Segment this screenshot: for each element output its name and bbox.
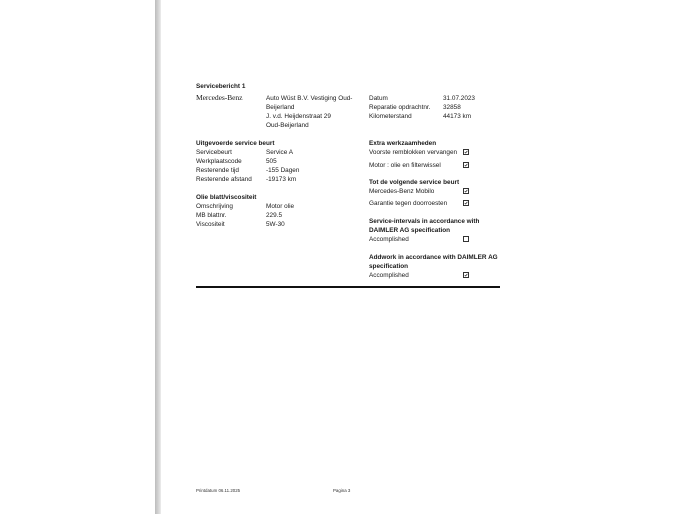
intervals-heading-line-1: Service-intervals in accordance with	[369, 218, 480, 225]
service-label-code: Werkplaatscode	[196, 158, 242, 165]
oil-label-viscosity: Viscositeit	[196, 221, 225, 228]
checkbox[interactable]	[463, 149, 469, 155]
checkmark-icon	[464, 189, 468, 193]
oil-value-description: Motor olie	[266, 203, 295, 210]
oil-label-sheet: MB blattnr.	[196, 212, 227, 219]
meta-label-date: Datum	[369, 95, 388, 102]
addwork-label: Accomplished	[369, 272, 409, 279]
addwork-heading-line-1: Addwork in accordance with DAIMLER AG	[369, 254, 498, 261]
checkbox[interactable]	[463, 272, 469, 278]
footer-page-number: Pagina 3	[333, 488, 351, 493]
footer-print-date: Printdatum 06.11.2025	[196, 488, 241, 493]
checkmark-icon	[464, 163, 468, 167]
checkbox[interactable]	[463, 200, 469, 206]
service-value-type: Service A	[266, 149, 293, 156]
next-service-item-label: Garantie tegen doorroesten	[369, 200, 448, 207]
checkbox[interactable]	[463, 162, 469, 168]
section-divider	[196, 286, 500, 288]
checkmark-icon	[464, 201, 468, 205]
dealer-line-2: Beijerland	[266, 104, 295, 111]
extra-heading: Extra werkzaamheden	[369, 140, 437, 147]
service-value-time: -155 Dagen	[266, 167, 300, 174]
meta-value-mileage: 44173 km	[443, 113, 472, 120]
oil-heading: Olie blatt/viscositeit	[196, 194, 257, 201]
service-heading: Uitgevoerde service beurt	[196, 140, 275, 147]
next-service-heading: Tot de volgende service beurt	[369, 179, 460, 186]
extra-item-label: Voorste remblokken vervangen	[369, 149, 458, 156]
dealer-line-4: Oud-Beijerland	[266, 122, 309, 129]
oil-value-sheet: 229.5	[266, 212, 282, 219]
brand-logo-text: Mercedes-Benz	[196, 93, 243, 102]
meta-value-order: 32858	[443, 104, 461, 111]
oil-label-description: Omschrijving	[196, 203, 233, 210]
dealer-line-1: Auto Wüst B.V. Vestiging Oud-	[266, 95, 353, 102]
service-label-time: Resterende tijd	[196, 167, 239, 174]
checkbox[interactable]	[463, 188, 469, 194]
oil-value-viscosity: 5W-30	[266, 221, 285, 228]
intervals-heading-line-2: DAIMLER AG specification	[369, 227, 451, 234]
service-label-distance: Resterende afstand	[196, 176, 252, 183]
intervals-label: Accomplished	[369, 236, 409, 243]
meta-label-mileage: Kilometerstand	[369, 113, 412, 120]
service-value-code: 505	[266, 158, 277, 165]
service-label-type: Servicebeurt	[196, 149, 232, 156]
meta-value-date: 31.07.2023	[443, 95, 475, 102]
next-service-item-label: Mercedes-Benz Mobilo	[369, 188, 435, 195]
viewer-background	[0, 0, 155, 514]
service-value-distance: -19173 km	[266, 176, 297, 183]
checkbox[interactable]	[463, 236, 469, 242]
report-title: Servicebericht 1	[196, 83, 246, 90]
checkmark-icon	[464, 273, 468, 277]
checkmark-icon	[464, 150, 468, 154]
extra-item-label: Motor : olie en filterwissel	[369, 162, 441, 169]
dealer-line-3: J. v.d. Heijdenstraat 29	[266, 113, 331, 120]
meta-label-order: Reparatie opdrachtnr.	[369, 104, 431, 111]
addwork-heading-line-2: specification	[369, 263, 409, 270]
